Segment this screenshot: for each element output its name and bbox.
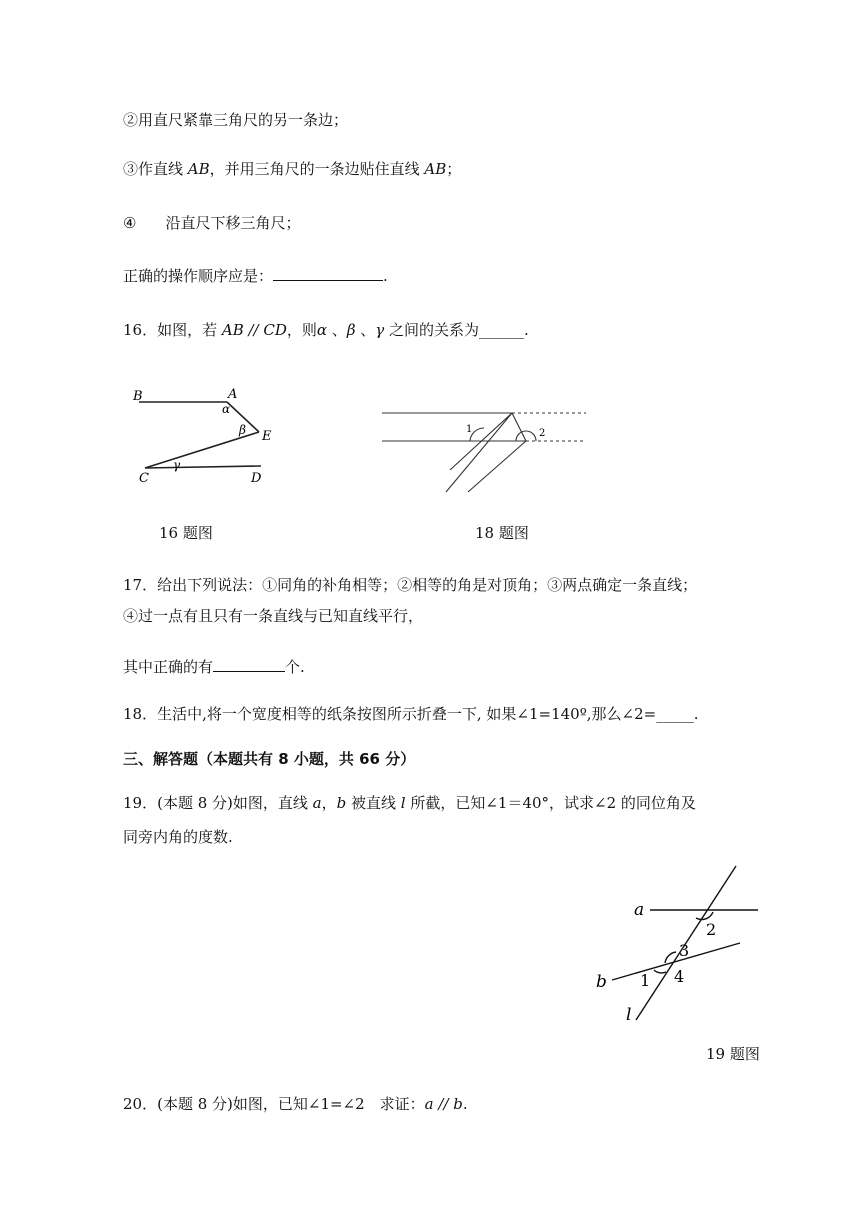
fig16-caption: 16 题图 (159, 524, 213, 542)
fig19-label-l: l (626, 1005, 632, 1025)
fig19-label-b: b (596, 972, 607, 992)
fig18-strip-right (468, 441, 526, 492)
q19-var-b: b (336, 794, 347, 812)
fig19-angle-1-arc (654, 970, 666, 973)
q19-text-b: ， (321, 794, 337, 812)
q16-sep-2: 、 (355, 321, 376, 339)
q20-end: . (462, 1095, 468, 1113)
step-3-ab-2: AB (424, 160, 447, 178)
question-17-line-1: 17．给出下列说法：①同角的补角相等；②相等的角是对顶角；③两点确定一条直线； (123, 576, 698, 594)
figure-16 (125, 380, 285, 490)
step-2 (123, 110, 348, 130)
step-2-text: ②用直尺紧靠三角尺的另一条边； (123, 111, 349, 129)
question-19-line-2: 同旁内角的度数. (123, 828, 233, 846)
order-answer-blank[interactable] (273, 266, 383, 281)
q16-sep-1: 、 (327, 321, 347, 339)
fig16-label-c: C (139, 471, 149, 486)
q19-var-a: a (312, 794, 322, 812)
order-line (123, 266, 388, 286)
fig19-label-2: 2 (706, 920, 717, 939)
q20-var-b: b (453, 1095, 463, 1113)
fig19-label-3: 3 (679, 941, 690, 960)
fig19-label-a: a (634, 900, 645, 920)
step-4-num: ④ (123, 214, 137, 232)
fig16-label-gamma: γ (173, 458, 181, 472)
q19-text-c: 被直线 (346, 794, 401, 812)
q16-gamma: γ (375, 321, 385, 339)
q19-text-a: 19．(本题 8 分)如图，直线 (123, 794, 313, 812)
order-label: 正确的操作顺序应是： (123, 267, 274, 285)
question-17-line-3 (123, 657, 305, 677)
question-19-line-1 (123, 793, 696, 813)
step-4-text: 沿直尺下移三角尺； (165, 214, 301, 232)
fig18-label-2: 2 (539, 428, 546, 439)
step-3 (123, 159, 461, 179)
step-3-text-c: ； (446, 160, 462, 178)
fig19-caption: 19 题图 (706, 1045, 760, 1063)
question-16 (123, 320, 529, 340)
q19-text-d: 所截，已知∠1＝40°，试求∠2 的同位角及 (405, 794, 696, 812)
fig16-label-a: A (228, 387, 238, 402)
fig16-label-d: D (251, 471, 262, 486)
fig18-caption: 18 题图 (475, 524, 529, 542)
q17-text-b: 个. (285, 658, 305, 676)
fig19-label-4: 4 (674, 967, 685, 986)
q16-text-c: 之间的关系为______. (384, 321, 529, 339)
fig18-strip-left (446, 413, 512, 492)
q16-text-a: 16．如图，若 (123, 321, 222, 339)
fig19-label-1: 1 (640, 971, 651, 990)
fig18-fold-edge (512, 413, 526, 441)
q16-beta: β (346, 321, 356, 339)
fig18-angle-2-arc (516, 431, 536, 441)
step-3-text-a: ③作直线 (123, 160, 188, 178)
step-3-ab-1: AB (187, 160, 210, 178)
q16-ab: AB (221, 321, 244, 339)
q16-alpha: α (316, 321, 328, 339)
figure-19 (590, 860, 770, 1030)
q16-cd: CD (263, 321, 287, 339)
q19-var-l: l (400, 794, 406, 812)
fig16-line-cd (145, 466, 261, 468)
q17-answer-blank[interactable] (213, 657, 285, 672)
q20-text-a: 20．(本题 8 分)如图，已知∠1=∠2 求证： (123, 1095, 425, 1113)
q17-text-a: 其中正确的有 (123, 658, 214, 676)
fig18-label-1: 1 (466, 424, 473, 435)
question-17-line-2: ④过一点有且只有一条直线与已知直线平行， (123, 607, 424, 625)
fig16-label-e: E (262, 429, 272, 444)
section-3-title: 三、解答题（本题共有 8 小题，共 66 分） (123, 750, 416, 768)
q20-var-a: a (424, 1095, 434, 1113)
fig16-label-beta: β (239, 423, 246, 437)
q20-parallel: // (433, 1095, 454, 1113)
q16-text-b: ，则 (286, 321, 317, 339)
figure-18 (378, 398, 593, 498)
fig16-label-alpha: α (222, 402, 231, 416)
q16-parallel: // (243, 321, 264, 339)
question-20 (123, 1094, 468, 1114)
question-18: 18．生活中,将一个宽度相等的纸条按图所示折叠一下, 如果∠1=140º,那么∠2=_____. (123, 705, 699, 723)
step-4 (123, 213, 300, 233)
fig16-line-ec (145, 432, 259, 468)
order-end: . (383, 267, 388, 285)
step-3-text-b: ，并用三角尺的一条边贴住直线 (209, 160, 425, 178)
fig16-label-b: B (133, 389, 143, 404)
